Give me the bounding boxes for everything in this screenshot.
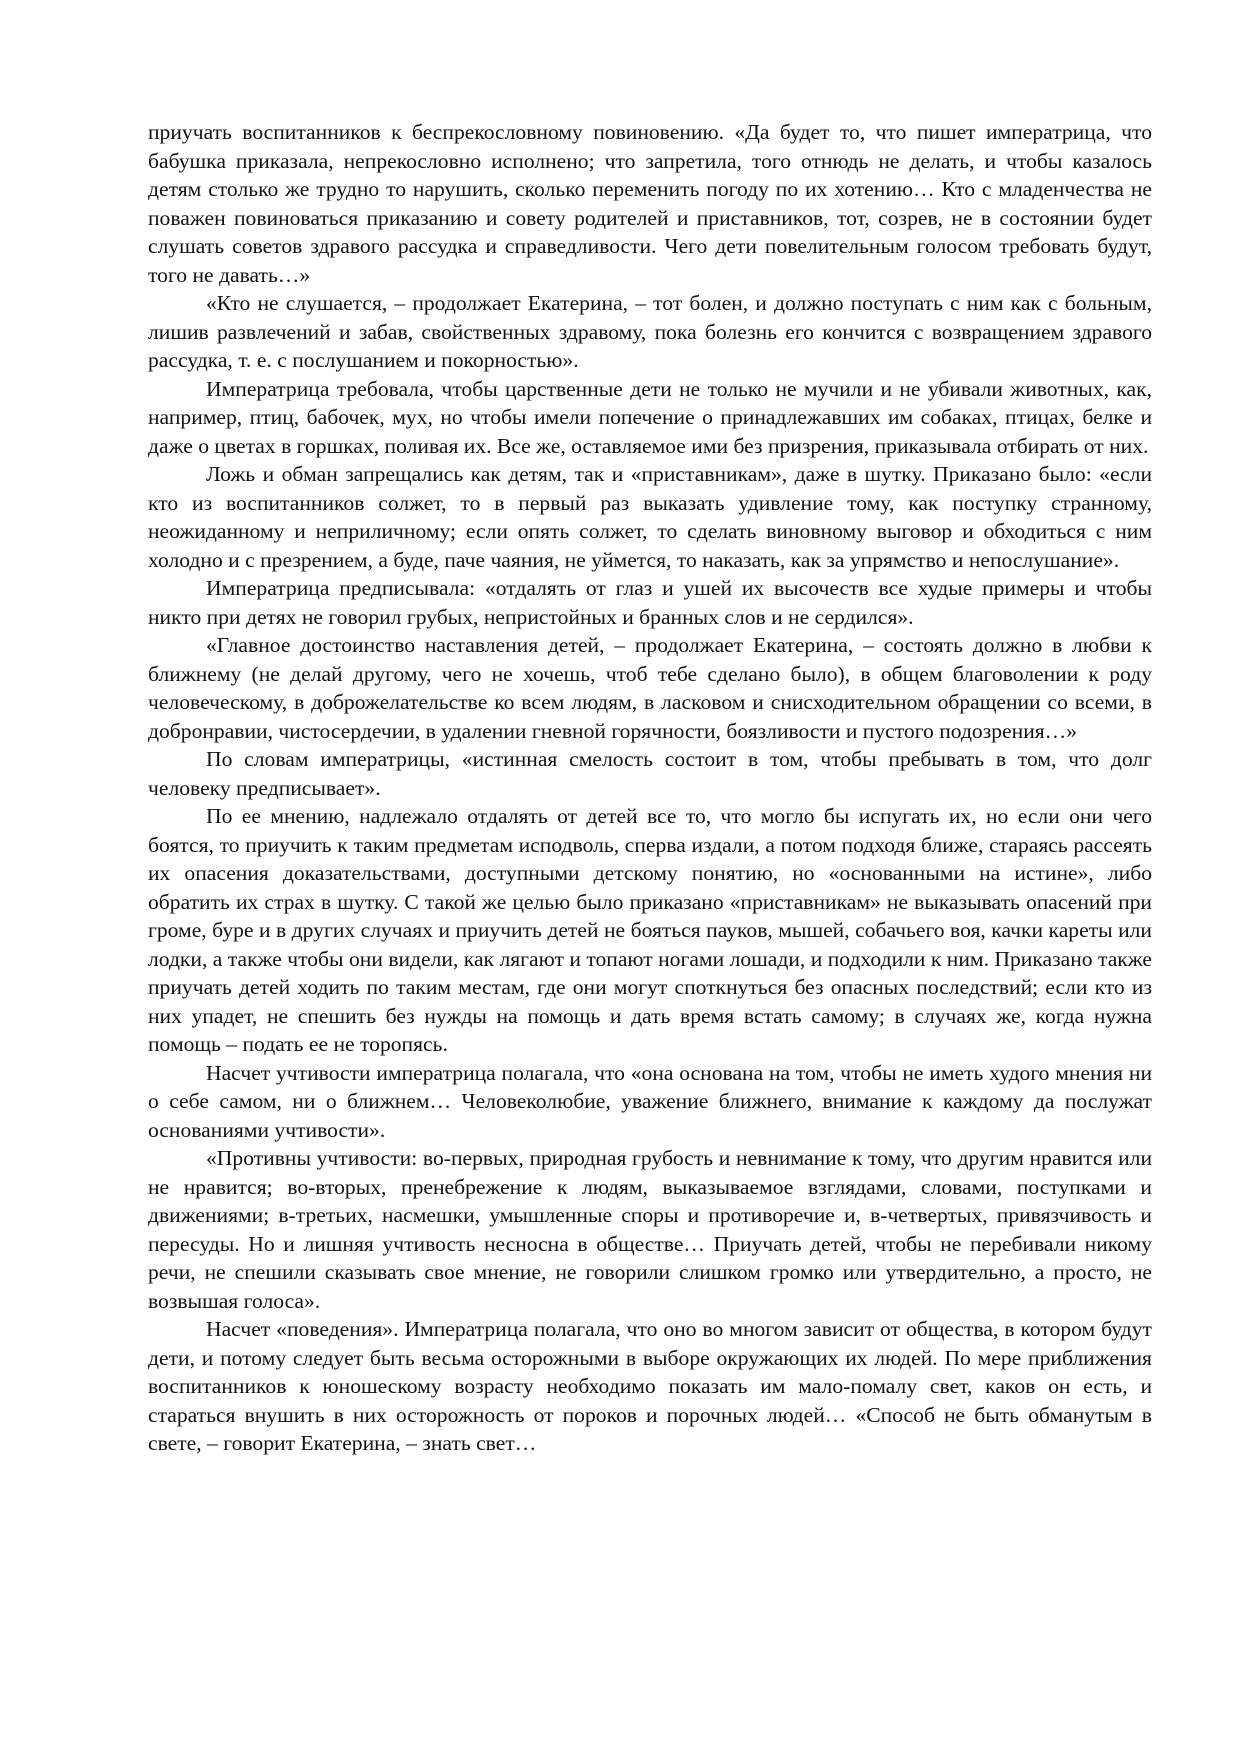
paragraph-1: приучать воспитанников к беспрекословному повиновению. «Да будет то, что пишет императрица, что бабушка приказала, непрекословно исполнено; что запретила, того отнюдь не делать, и чтобы казалось детям столько же трудно то нарушить, сколько переменить погоду по их хотению… Кто с младенчества не поважен повиноваться приказанию и совету родителей и приставников, тот, созрев, не в состоянии будет слушать советов здравого рассудка и справедливости. Чего дети повелительным голосом требовать будут, того не давать…» — [148, 120, 1152, 287]
paragraph-5: Императрица предписывала: «отдалять от глаз и ушей их высочеств все худые примеры и чтобы никто при детях не говорил грубых, непристойных и бранных слов и не сердился». — [148, 576, 1152, 629]
paragraph-10: «Противны учтивости: во-первых, природная грубость и невнимание к тому, что другим нравится или не нравится; во-вторых, пренебрежение к людям, выказываемое взглядами, словами, поступками и движениями; в-третьих, насмешки, умышленные споры и противоречие и, в-четвертых, привязчивость и пересуды. Но и лишняя учтивость несносна в обществе… Приучать детей, чтобы не перебивали никому речи, не спешили сказывать свое мнение, не говорили слишком громко или утвердительно, а просто, не возвышая голоса». — [148, 1146, 1152, 1313]
paragraph-11: Насчет «поведения». Императрица полагала, что оно во многом зависит от общества, в котором будут дети, и потому следует быть весьма осторожными в выборе окружающих их людей. По мере приближения воспитанников к юношескому возрасту необходимо показать им мало-помалу свет, каков он есть, и стараться внушить в них осторожность от пороков и порочных людей… «Способ не быть обманутым в свете, – говорит Екатерина, – знать свет… — [148, 1317, 1152, 1455]
paragraph-6: «Главное достоинство наставления детей, – продолжает Екатерина, – состоять должно в любви к ближнему (не делай другому, чего не хочешь, чтоб тебе сделано было), в общем благоволении к роду человеческому, в доброжелательстве ко всем людям, в ласковом и снисходительном обращении со всеми, в добронравии, чистосердечии, в удалении гневной горячности, боязливости и пустого подозрения…» — [148, 633, 1152, 743]
paragraph-4: Ложь и обман запрещались как детям, так и «приставникам», даже в шутку. Приказано было: «если кто из воспитанников солжет, то в первый раз выказать удивление тому, как поступку странному, неожиданному и неприличному; если опять солжет, то сделать виновному выговор и обходиться с ним холодно и с презрением, а буде, паче чаяния, не уймется, то наказать, как за упрямство и непослушание». — [148, 462, 1152, 572]
paragraph-7: По словам императрицы, «истинная смелость состоит в том, чтобы пребывать в том, что долг человеку предписывает». — [148, 747, 1152, 800]
paragraph-9: Насчет учтивости императрица полагала, что «она основана на том, чтобы не иметь худого мнения ни о себе самом, ни о ближнем… Человеколюбие, уважение ближнего, внимание к каждому да послужат основаниями учтивости». — [148, 1060, 1152, 1142]
paragraph-2: «Кто не слушается, – продолжает Екатерина, – тот болен, и должно поступать с ним как с больным, лишив развлечений и забав, свойственных здравому, пока болезнь его кончится с возвращением здравого рассудка, т. е. с послушанием и покорностью». — [148, 291, 1152, 372]
document-page — [148, 118, 1152, 1458]
paragraph-8: По ее мнению, надлежало отдалять от детей все то, что могло бы испугать их, но если они чего боятся, то приучить к таким предметам исподволь, сперва издали, а потом подходя ближе, стараясь рассеять их опасения доказательствами, доступными детскому понятию, но «основанными на истине», либо обратить их страх в шутку. С такой же целью было приказано «приставникам» не выказывать опасений при громе, буре и в других случаях и приучить детей не бояться пауков, мышей, собачьего воя, качки кареты или лодки, а также чтобы они видели, как лягают и топают ногами лошади, и подходили к ним. Приказано также приучать детей ходить по таким местам, где они могут споткнуться без опасных последствий; если кто из них упадет, не спешить без нужды на помощь и дать время встать самому; в случаях же, когда нужна помощь – подать ее не торопясь. — [148, 804, 1152, 1056]
paragraph-3: Императрица требовала, чтобы царственные дети не только не мучили и не убивали животных, как, например, птиц, бабочек, мух, но чтобы имели попечение о принадлежавших им собаках, птицах, белке и даже о цветах в горшках, поливая их. Все же, оставляемое ими без призрения, приказывала отбирать от них. — [148, 376, 1152, 458]
